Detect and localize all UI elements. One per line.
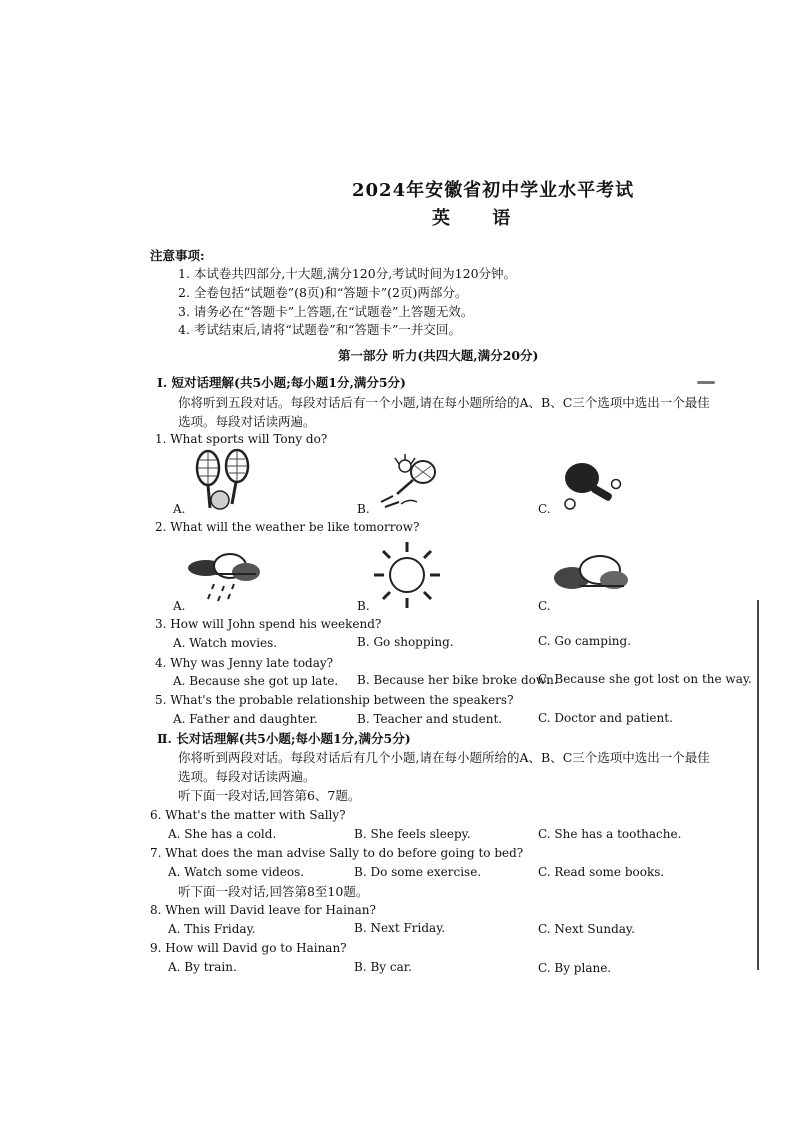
section1-heading: Ⅰ. 短对话理解(共5小题;每小题1分,满分5分)	[157, 375, 406, 390]
option-b: B. Teacher and student.	[357, 712, 503, 726]
question-stem: 8. When will David leave for Hainan?	[150, 903, 376, 917]
option-c: C. Because she got lost on the way.	[538, 672, 752, 686]
dialogue-instruction: 听下面一段对话,回答第8至10题。	[178, 884, 369, 899]
cloudy-icon	[552, 550, 632, 600]
option-b-label: B.	[357, 599, 370, 613]
dialogue-instruction: 听下面一段对话,回答第6、7题。	[178, 788, 361, 803]
option-a: A. Because she got up late.	[173, 674, 339, 688]
notice-heading: 注意事项:	[150, 248, 205, 263]
option-b: B. Go shopping.	[357, 635, 454, 649]
scan-mark	[697, 381, 715, 384]
question-stem: 6. What's the matter with Sally?	[150, 808, 346, 822]
section2-instruction: 选项。每段对话读两遍。	[178, 769, 316, 784]
sun-icon	[372, 540, 442, 610]
option-c: C. Next Sunday.	[538, 922, 635, 936]
subject-title: 英 语	[432, 208, 529, 229]
part1-heading: 第一部分 听力(共四大题,满分20分)	[338, 348, 539, 363]
question-stem: 7. What does the man advise Sally to do before going to bed?	[150, 846, 524, 860]
notice-item: 1. 本试卷共四部分,十大题,满分120分,考试时间为120分钟。	[178, 266, 517, 281]
option-a-label: A.	[173, 502, 186, 516]
option-b: B. By car.	[354, 960, 412, 974]
option-c-label: C.	[538, 599, 551, 613]
notice-item: 2. 全卷包括“试题卷”(8页)和“答题卡”(2页)两部分。	[178, 285, 468, 300]
option-b: B. Next Friday.	[354, 921, 446, 935]
rain-cloud-icon	[186, 550, 266, 608]
option-b: B. Because her bike broke down.	[357, 673, 558, 687]
tennis-rackets-icon	[190, 448, 260, 512]
option-a: A. Watch some videos.	[168, 865, 305, 879]
section1-instruction: 选项。每段对话读两遍。	[178, 414, 316, 429]
scan-edge-line	[757, 600, 759, 970]
option-c: C. By plane.	[538, 961, 612, 975]
question-stem: 5. What's the probable relationship between the speakers?	[155, 693, 514, 707]
section1-instruction: 你将听到五段对话。每段对话后有一个小题,请在每小题所给的A、B、C三个选项中选出一个最佳	[178, 395, 710, 410]
option-c: C. She has a toothache.	[538, 827, 682, 841]
ping-pong-icon	[560, 458, 630, 514]
option-a: A. By train.	[168, 960, 237, 974]
option-a: A. This Friday.	[168, 922, 256, 936]
option-b: B. Do some exercise.	[354, 865, 482, 879]
question-stem: 1. What sports will Tony do?	[155, 432, 328, 446]
option-a-label: A.	[173, 599, 186, 613]
option-c-label: C.	[538, 502, 551, 516]
option-a: A. She has a cold.	[168, 827, 277, 841]
question-stem: 9. How will David go to Hainan?	[150, 941, 347, 955]
question-stem: 3. How will John spend his weekend?	[155, 617, 382, 631]
option-b-label: B.	[357, 502, 370, 516]
section2-instruction: 你将听到两段对话。每段对话后有几个小题,请在每小题所给的A、B、C三个选项中选出一个最佳	[178, 750, 710, 765]
question-stem: 4. Why was Jenny late today?	[155, 656, 334, 670]
notice-item: 3. 请务必在“答题卡”上答题,在“试题卷”上答题无效。	[178, 304, 474, 319]
option-b: B. She feels sleepy.	[354, 827, 471, 841]
question-stem: 2. What will the weather be like tomorrow?	[155, 520, 420, 534]
exam-title: 2024年安徽省初中学业水平考试	[352, 180, 635, 201]
badminton-icon	[375, 452, 445, 512]
notice-item: 4. 考试结束后,请将“试题卷”和“答题卡”一并交回。	[178, 322, 461, 337]
option-c: C. Doctor and patient.	[538, 711, 673, 725]
section2-heading: Ⅱ. 长对话理解(共5小题;每小题1分,满分5分)	[157, 731, 411, 746]
option-c: C. Read some books.	[538, 865, 665, 879]
option-a: A. Watch movies.	[173, 636, 278, 650]
option-a: A. Father and daughter.	[173, 712, 318, 726]
option-c: C. Go camping.	[538, 634, 632, 648]
